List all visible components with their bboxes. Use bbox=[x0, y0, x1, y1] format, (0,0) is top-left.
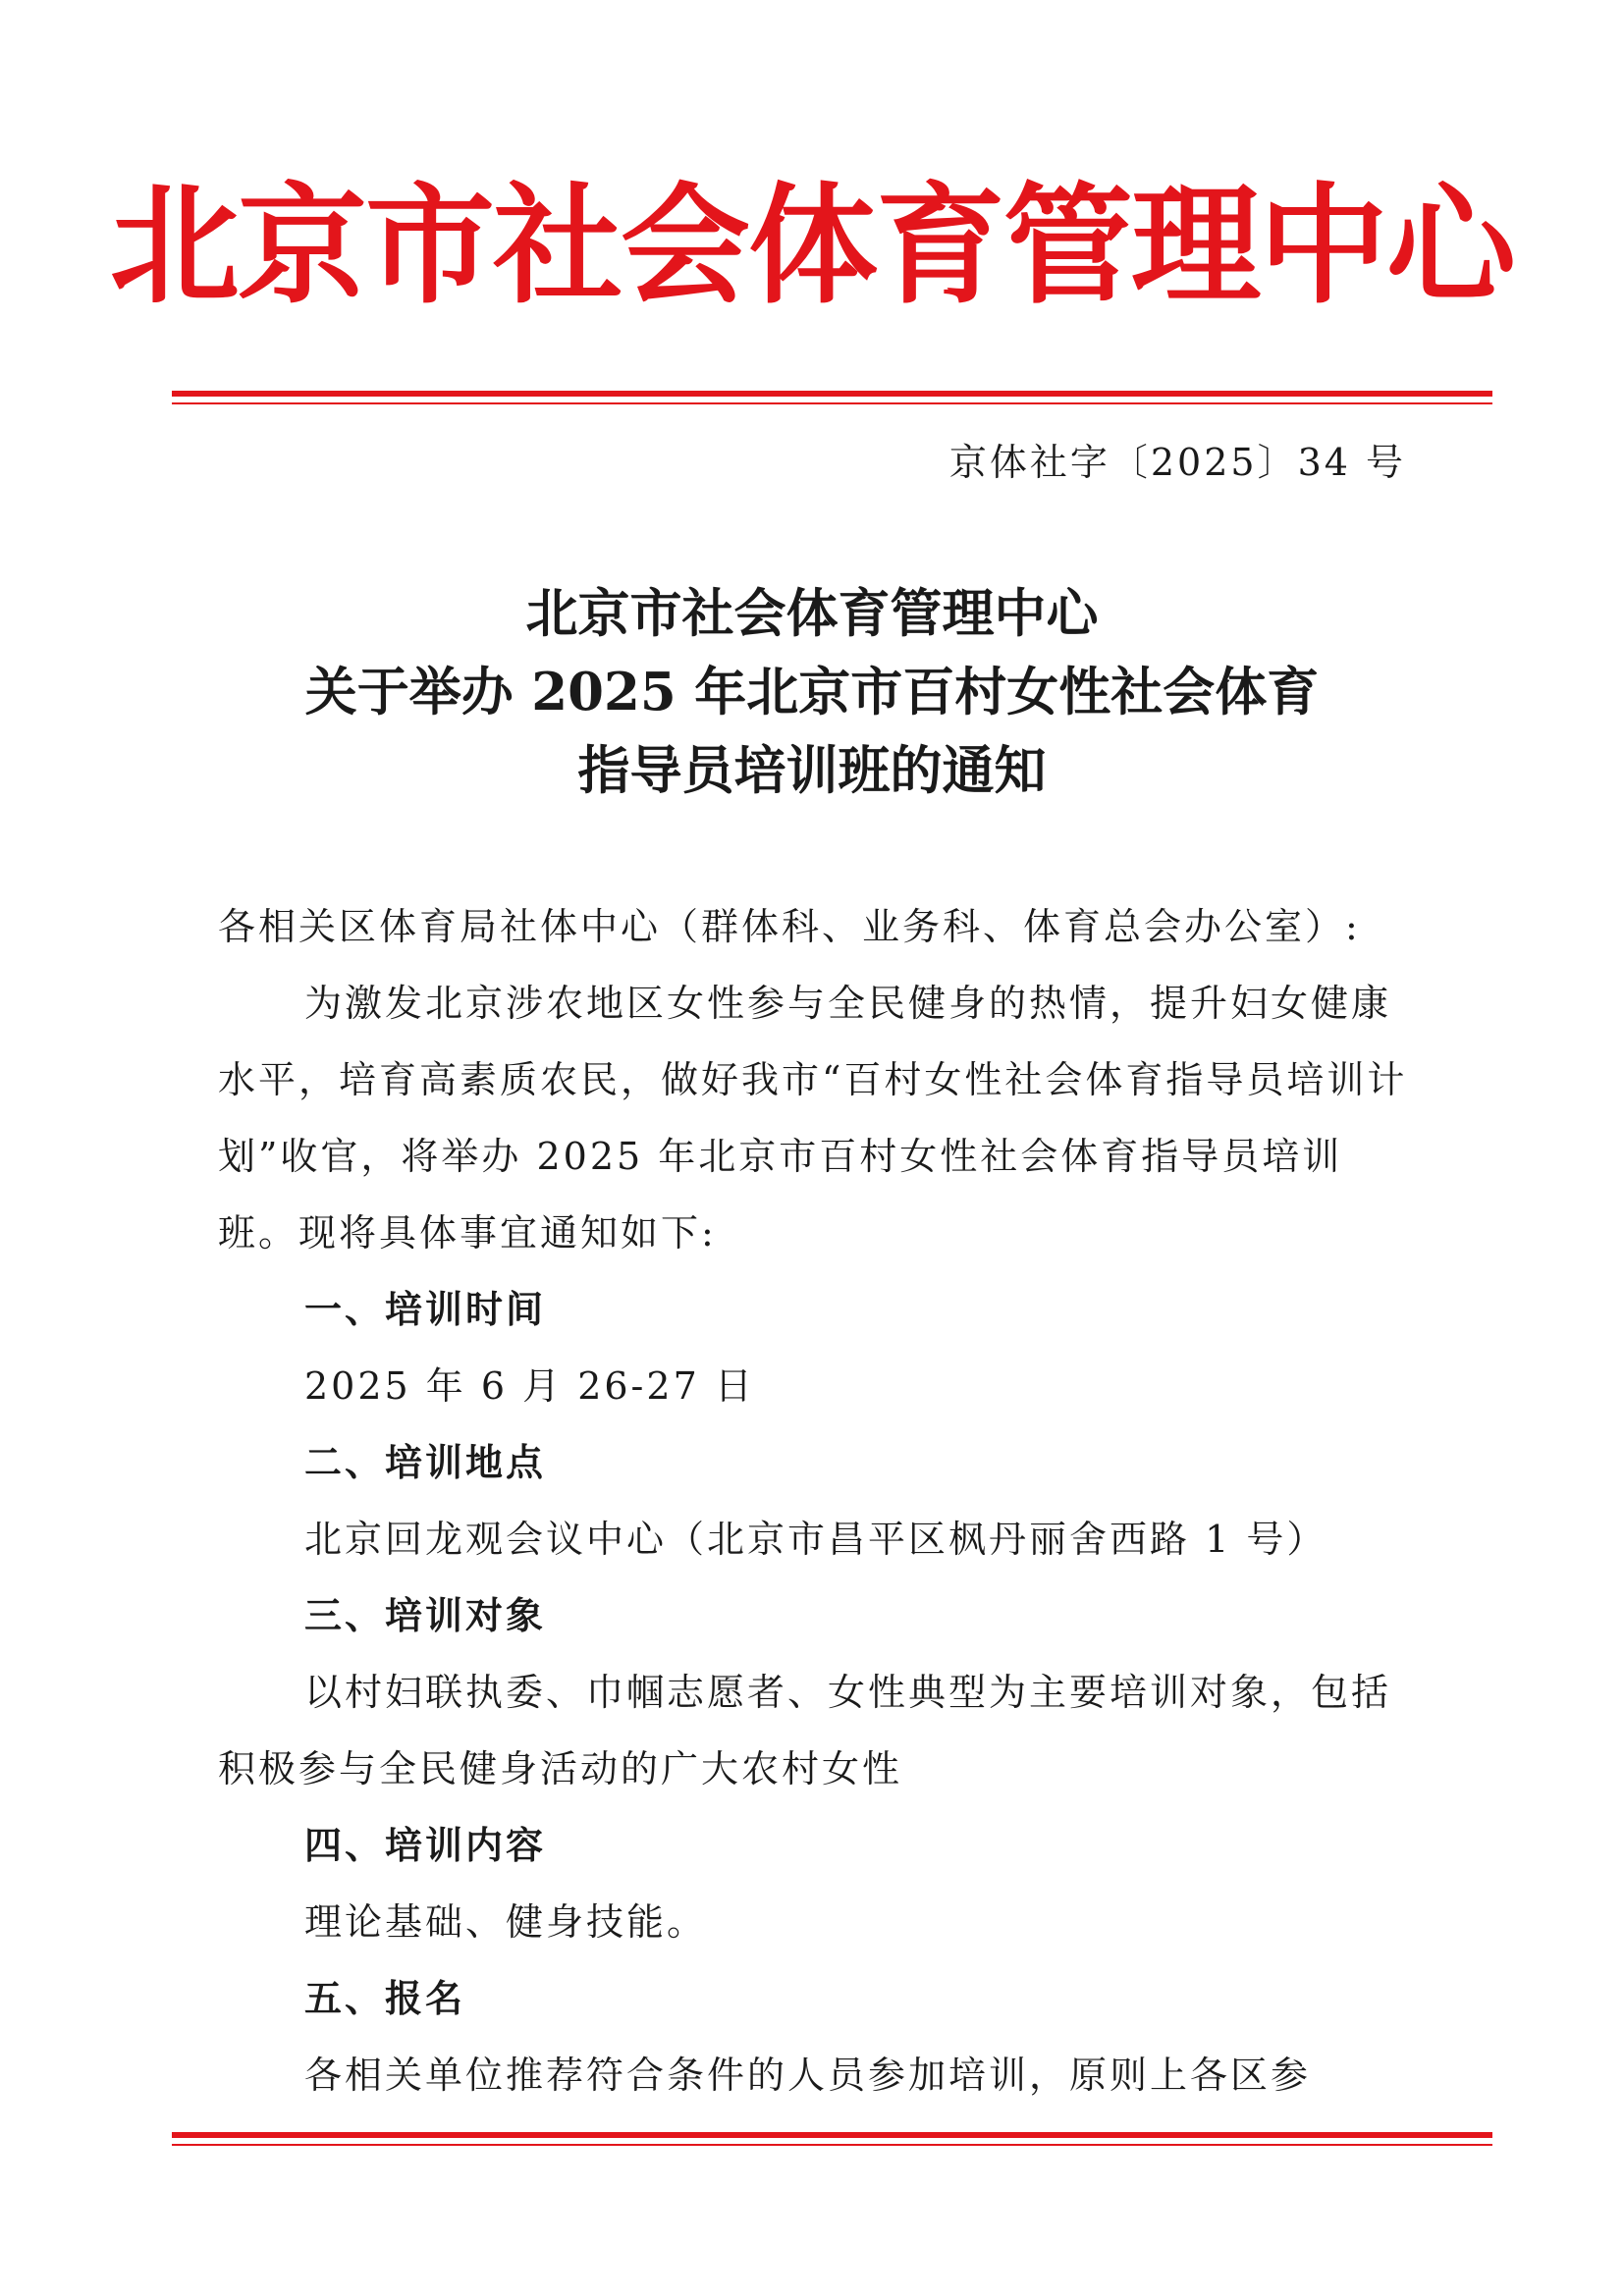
section-text: 2025 年 6 月 26-27 日 bbox=[304, 1364, 755, 1408]
title-line-1: 北京市社会体育管理中心 bbox=[525, 583, 1099, 644]
header-rule-thick bbox=[172, 391, 1492, 397]
section-text: 各相关单位推荐符合条件的人员参加培训，原则上各区参 bbox=[304, 2054, 1312, 2097]
footer-rule-thick bbox=[172, 2132, 1492, 2138]
salutation: 各相关区体育局社体中心（群体科、业务科、体育总会办公室）: bbox=[218, 905, 1361, 948]
title-line-3: 指导员培训班的通知 bbox=[577, 740, 1047, 801]
title-line-2: 关于举办 2025 年北京市百村女性社会体育 bbox=[304, 662, 1320, 722]
intro-paragraph: 为激发北京涉农地区女性参与全民健身的热情，提升妇女健康水平，培育高素质农民，做好我市“百村女性社会体育指导员培训计划”收官，将举办 2025 年北京市百村女性社会体育指导员培训班。现将具体事宜通知如下: bbox=[218, 982, 1408, 1255]
section-text: 北京回龙观会议中心（北京市昌平区枫丹丽舍西路 1 号） bbox=[304, 1518, 1327, 1561]
footer-rule-thin bbox=[172, 2144, 1492, 2146]
header-rule-thin bbox=[172, 402, 1492, 404]
section-heading: 一、培训时间 bbox=[304, 1288, 547, 1331]
section-heading: 四、培训内容 bbox=[304, 1824, 547, 1867]
section-text: 以村妇联执委、巾帼志愿者、女性典型为主要培训对象，包括积极参与全民健身活动的广大农村女性 bbox=[218, 1671, 1392, 1790]
section-text: 理论基础、健身技能。 bbox=[304, 1900, 708, 1944]
document-number: 京体社字〔2025〕34 号 bbox=[948, 441, 1406, 484]
section-heading: 三、培训对象 bbox=[304, 1594, 547, 1637]
section-heading: 二、培训地点 bbox=[304, 1441, 547, 1484]
document-body bbox=[218, 888, 1411, 2113]
document-title bbox=[0, 574, 1624, 810]
section-heading: 五、报名 bbox=[304, 1977, 466, 2020]
organization-header: 北京市社会体育管理中心 bbox=[110, 171, 1514, 322]
